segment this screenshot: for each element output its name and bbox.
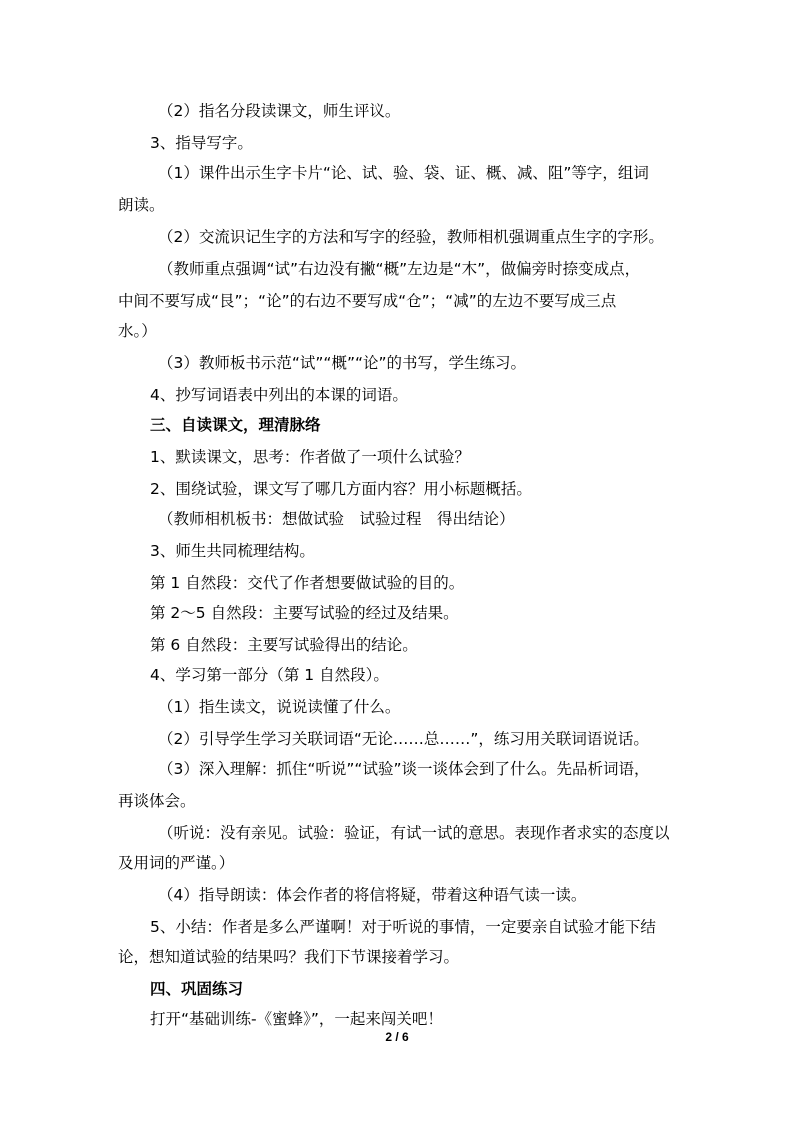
text-line: 第 2～5 自然段：主要写试验的经过及结果。 bbox=[150, 604, 459, 622]
page-number: 2 / 6 bbox=[385, 1030, 409, 1044]
text-line: （3）深入理解：抓住“听说”“试验”谈一谈体会到了什么。先品析词语， bbox=[158, 760, 650, 778]
text-line: 3、指导写字。 bbox=[150, 134, 253, 152]
text-line: 5、小结：作者是多么严谨啊！对于听说的事情，一定要亲自试验才能下结 bbox=[150, 918, 656, 936]
text-line: （听说：没有亲见。试验：验证，有试一试的意思。表现作者求实的态度以 bbox=[158, 824, 670, 842]
text-line: （1）课件出示生字卡片“论、试、验、袋、证、概、减、阻”等字，组词 bbox=[158, 164, 649, 182]
text-line: 第 6 自然段：主要写试验得出的结论。 bbox=[150, 636, 418, 654]
text-line: 打开“基础训练-《蜜蜂》”，一起来闯关吧！ bbox=[150, 1010, 443, 1028]
text-line: 1、默读课文，思考：作者做了一项什么试验？ bbox=[150, 448, 470, 466]
text-line: 3、师生共同梳理结构。 bbox=[150, 542, 315, 560]
text-line: （3）教师板书示范“试”“概”“论”的书写，学生练习。 bbox=[158, 354, 527, 372]
text-line: 第 1 自然段：交代了作者想要做试验的目的。 bbox=[150, 574, 465, 592]
text-line: （2）交流识记生字的方法和写字的经验，教师相机强调重点生字的字形。 bbox=[158, 228, 664, 246]
text-line: 中间不要写成“艮”；“论”的右边不要写成“仓”；“减”的左边不要写成三点 bbox=[118, 292, 617, 310]
text-line: （教师相机板书：想做试验 试验过程 得出结论） bbox=[158, 510, 515, 528]
text-line: （4）指导朗读：体会作者的将信将疑，带着这种语气读一读。 bbox=[158, 886, 587, 904]
text-line: 朗读。 bbox=[118, 196, 165, 214]
section-heading: 四、巩固练习 bbox=[150, 980, 244, 998]
text-line: 及用词的严谨。） bbox=[118, 854, 235, 872]
text-line: （2）指名分段读课文，师生评议。 bbox=[158, 102, 401, 120]
text-line: （2）引导学生学习关联词语“无论……总……”，练习用关联词语说话。 bbox=[158, 730, 649, 748]
text-line: 论，想知道试验的结果吗？我们下节课接着学习。 bbox=[118, 948, 460, 966]
text-line: 水。） bbox=[118, 322, 157, 340]
text-line: （1）指生读文，说说读懂了什么。 bbox=[158, 698, 401, 716]
text-line: 再谈体会。 bbox=[118, 792, 196, 810]
text-line: 2、围绕试验，课文写了哪几方面内容？用小标题概括。 bbox=[150, 480, 532, 498]
text-line: （教师重点强调“试”右边没有撇“概”左边是“木”，做偏旁时捺变成点， bbox=[158, 260, 641, 278]
text-line: 4、学习第一部分（第 1 自然段）。 bbox=[150, 666, 389, 684]
text-line: 4、抄写词语表中列出的本课的词语。 bbox=[150, 386, 408, 404]
section-heading: 三、自读课文，理清脉络 bbox=[150, 416, 321, 434]
